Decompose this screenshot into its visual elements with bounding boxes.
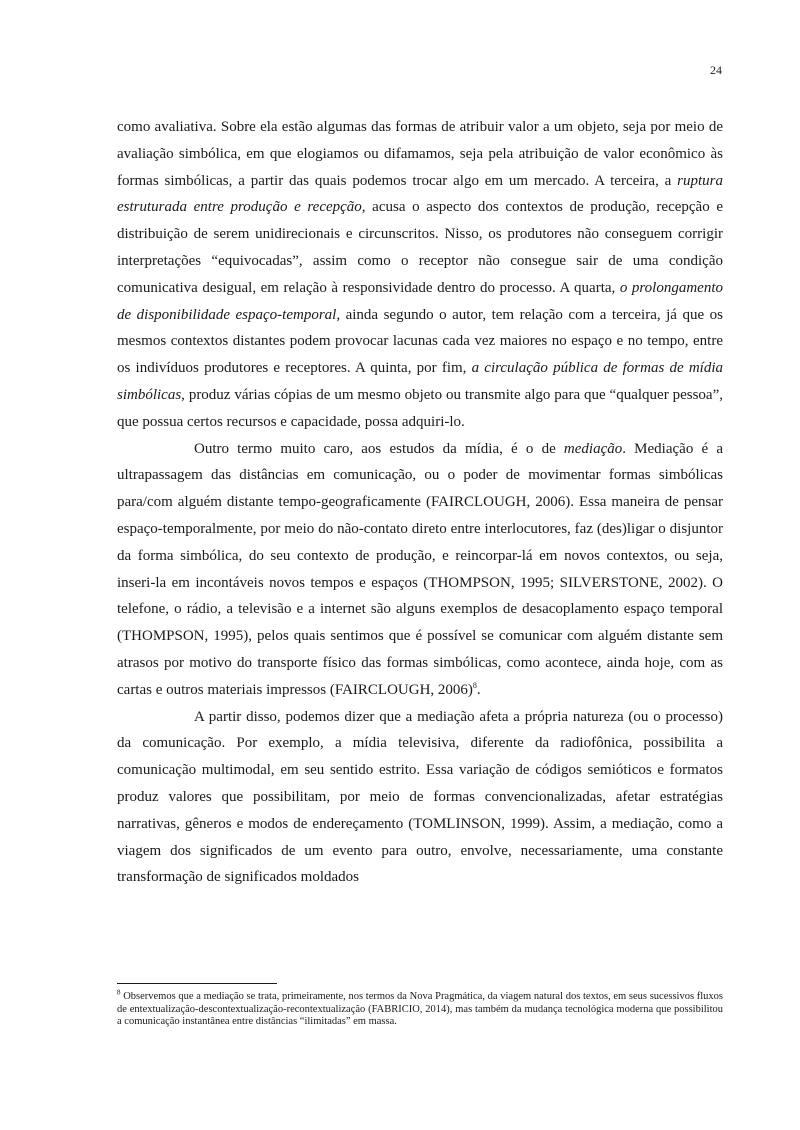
footnote-reference[interactable]: 8 bbox=[472, 680, 477, 690]
paragraph-1-text-g: produz várias cópias de um mesmo objeto ou transmite algo para que “qualquer pessoa”, que possua certos recursos e capacidade, possa adquiri-lo. bbox=[117, 386, 723, 430]
paragraph-2 bbox=[117, 436, 723, 704]
body-text bbox=[117, 114, 723, 891]
paragraph-1-italic-circulacao: , a circulação pública de formas de mídia simbólicas, bbox=[117, 360, 723, 403]
paragraph-1-text-e: ainda segundo o autor, tem relação com a terceira, já que os mesmos contextos distantes podem provocar lacunas cada vez maiores no espaço e no tempo, entre os indivíduos produtores e receptores. A quinta, por fim bbox=[117, 306, 723, 377]
footnote-text: Observemos que a mediação se trata, primeiramente, nos termos da Nova Pragmática, da viagem natural dos textos, em seus sucessivos fluxos de entextualização-descontextualização-recontextualização (FABRICIO, 2014), mas também da mudança tecnológica moderna que possibilitou a comunicação instantânea entre distâncias “ilimitadas” em massa. bbox=[117, 991, 723, 1028]
paragraph-2-text-d: . bbox=[476, 681, 481, 698]
paragraph-1-italic-ruptura: ruptura estruturada entre produção e recepção, bbox=[117, 172, 723, 216]
page-number: 24 bbox=[710, 63, 722, 77]
paragraph-2-italic-mediacao: mediação bbox=[563, 440, 623, 457]
footnote bbox=[117, 988, 723, 1029]
footnote-number: 8 bbox=[117, 988, 121, 997]
paragraph-1-italic-prolongamento: o prolongamento de disponibilidade espaço-temporal, bbox=[117, 279, 723, 323]
paragraph-1-text-a: como avaliativa. Sobre ela estão algumas das formas de atribuir valor a um objeto, seja por meio de avaliação simbólica, em que elogiamos ou difamamos, seja pela atribuição de valor econômico às formas simbólicas, a partir das quais podemos trocar algo em um mercado. A terceira, a bbox=[117, 119, 723, 189]
paragraph-1-text-c: acusa o aspecto dos contextos de produção, recepção e distribuição de serem unidirecionais e circunscritos. Nisso, os produtores não conseguem corrigir interpretações “equivocadas”, assim como o receptor não consegue sair de uma condição comunicativa desigual, em relação à responsividade dentro do processo. A quarta, bbox=[117, 199, 723, 296]
paragraph-3: A partir disso, podemos dizer que a mediação afeta a própria natureza (ou o processo) da comunicação. Por exemplo, a mídia televisiva, diferente da radiofônica, possibilita a comunicação multimodal, em seu sentido estrito. Essa variação de códigos semióticos e formatos produz valores que possibilitam, por meio de formas convencionalizadas, afetar estratégias narrativas, gêneros e modos de endereçamento (TOMLINSON, 1999). Assim, a mediação, como a viagem dos significados de um evento para outro, envolve, necessariamente, uma constante transformação de significados moldados bbox=[117, 708, 723, 886]
footnote-divider bbox=[117, 983, 277, 984]
paragraph-2-text-c: . Mediação é a ultrapassagem das distâncias em comunicação, ou o poder de movimentar formas simbólicas para/com alguém distante tempo-geograficamente (FAIRCLOUGH, 2006). Essa maneira de pensar espaço-temporalmente, por meio do não-contato direto entre interlocutores, faz (des)ligar o disjuntor da forma simbólica, do seu contexto de produção, e reincorpar-lá em novos contextos, ou seja, inseri-la em incontáveis novos tempos e espaços (THOMPSON, 1995; SILVERSTONE, 2002). O telefone, o rádio, a televisão e a internet são alguns exemplos de desacoplamento espaço temporal (THOMPSON, 1995), pelos quais sentimos que é possível se comunicar com alguém distante sem atrasos por motivo do transporte físico das formas simbólicas, como acontece, ainda hoje, com as cartas e outros materiais impressos (FAIRCLOUGH, 2006) bbox=[117, 440, 723, 698]
paragraph-2-text-a: Outro termo muito caro, aos estudos da mídia, é o de bbox=[194, 440, 564, 457]
paragraph-1 bbox=[117, 114, 723, 436]
